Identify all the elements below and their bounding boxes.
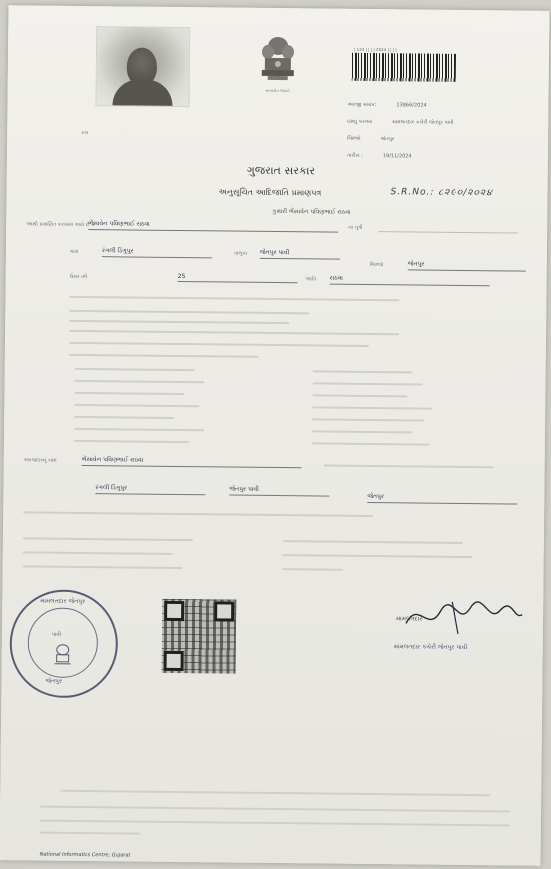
signature-stamp: મામલતદાર કચેરી જેતપુર પાવી — [393, 643, 468, 652]
applicant-label: અરજદારનું નામ — [23, 457, 57, 464]
serial-number: S.R.No.: ૮૨૯૦/૨૦૨૪ — [390, 187, 493, 199]
qr-finder-pattern — [164, 651, 184, 671]
barcode-number: | 123 | | | | 2024 | | | | — [354, 46, 397, 53]
text-line — [69, 310, 309, 315]
text-line — [69, 354, 259, 358]
text-line — [74, 440, 189, 443]
text-line — [74, 416, 174, 419]
header-left-label: ક્રમ — [81, 129, 89, 137]
text-line — [60, 790, 490, 797]
seal-top-text: મામલતદાર જેતપુર — [40, 597, 86, 606]
signature-label: મામલતદાર — [396, 615, 423, 623]
date-label: તારીખ : — [346, 152, 363, 159]
qr-code — [162, 599, 237, 674]
text-line — [312, 406, 432, 409]
text-line — [313, 370, 413, 373]
text-line — [23, 511, 373, 517]
text-line — [312, 394, 407, 397]
village-value: રંગલી ડિંગુપુર — [102, 247, 212, 258]
meta-block — [347, 97, 454, 166]
text-line — [283, 554, 473, 558]
barcode — [352, 53, 456, 82]
government-title: ગુજરાત સરકાર — [246, 163, 316, 178]
district-value-row: જેતપુર — [408, 260, 526, 271]
seal-emblem-icon — [50, 642, 76, 668]
taluka-value: જેતપુર પાવી — [260, 249, 340, 260]
applicant-name-bottom: ભેંસાવેન પવિણભાઈ રાઠવા — [82, 456, 302, 468]
text-line — [23, 565, 183, 569]
village-label: ગામ — [69, 248, 79, 255]
text-line — [74, 392, 184, 395]
taluka-value-bottom: જેતપુર પાવી — [229, 486, 329, 497]
national-emblem-icon — [256, 32, 301, 90]
text-line — [40, 832, 140, 835]
text-line — [324, 465, 494, 469]
relation-underline — [378, 231, 518, 233]
date-value: 19/11/2024 — [382, 153, 412, 160]
row-prefix: આથી પ્રમાણિત કરવામાં આવે છે કે — [26, 221, 95, 229]
applicant-photo — [95, 26, 190, 107]
text-line — [312, 442, 430, 445]
seal-middle-text: પાવી — [51, 631, 61, 638]
text-line — [312, 418, 424, 421]
text-line — [312, 430, 412, 433]
office-seal — [9, 589, 118, 698]
text-line — [40, 820, 510, 827]
photo-shoulders — [112, 79, 172, 106]
caste-label: જાતિ — [305, 276, 317, 283]
application-no-label: અરજી ક્રમાંક: — [347, 101, 377, 109]
text-line — [69, 342, 369, 347]
text-line — [283, 540, 463, 544]
office-value: મામલતદાર કચેરી જેતપુર પાવી — [392, 119, 454, 126]
text-line — [74, 428, 204, 431]
text-line — [75, 368, 195, 371]
applicant-name: ભેંસાવેન પવિણભાઈ રાઠવા — [88, 220, 338, 233]
text-line — [69, 320, 289, 324]
text-line — [75, 380, 205, 383]
text-line — [69, 296, 399, 301]
text-line — [23, 551, 173, 555]
relation-label: ના પુત્રી — [348, 224, 363, 231]
taluka-label: તાલુકા — [233, 250, 248, 257]
age-value: 25 — [178, 273, 298, 283]
text-line — [283, 568, 343, 571]
district-label: જિલ્લો — [347, 135, 361, 142]
district-value-bottom: જેતપુર — [367, 493, 517, 505]
caste-value: રાઠવા — [330, 275, 490, 287]
text-line — [74, 404, 199, 407]
emblem-caption: સત્યમેવ જયતે — [265, 87, 290, 94]
qr-finder-pattern — [164, 601, 184, 621]
footer-text: National Informatics Centre, Gujarat — [39, 851, 131, 859]
certificate-subtitle: કુમારી ભેંસાવેન પવિણભાઈ રાઠવા — [272, 207, 351, 216]
qr-finder-pattern — [214, 601, 234, 621]
district-label-row: જિલ્લો — [369, 261, 384, 269]
text-line — [313, 382, 423, 385]
certificate-title: અનુસૂચિત આદિજાતિ પ્રમાણપત્ર — [218, 187, 322, 198]
certificate-paper — [0, 5, 549, 866]
text-line — [69, 330, 399, 335]
text-line — [23, 537, 193, 541]
district-value: જેતપુર — [380, 136, 395, 143]
age-label: ઉંમર વર્ષ — [69, 273, 88, 281]
seal-bottom-text: જેતપુર — [45, 677, 63, 685]
text-line — [40, 806, 510, 813]
office-label: ઇશ્યુ કરનાર — [347, 118, 373, 126]
village-value-bottom: રંગલી ડિંગુપુર — [95, 484, 205, 495]
application-no-value: 13866/2024 — [396, 102, 427, 109]
